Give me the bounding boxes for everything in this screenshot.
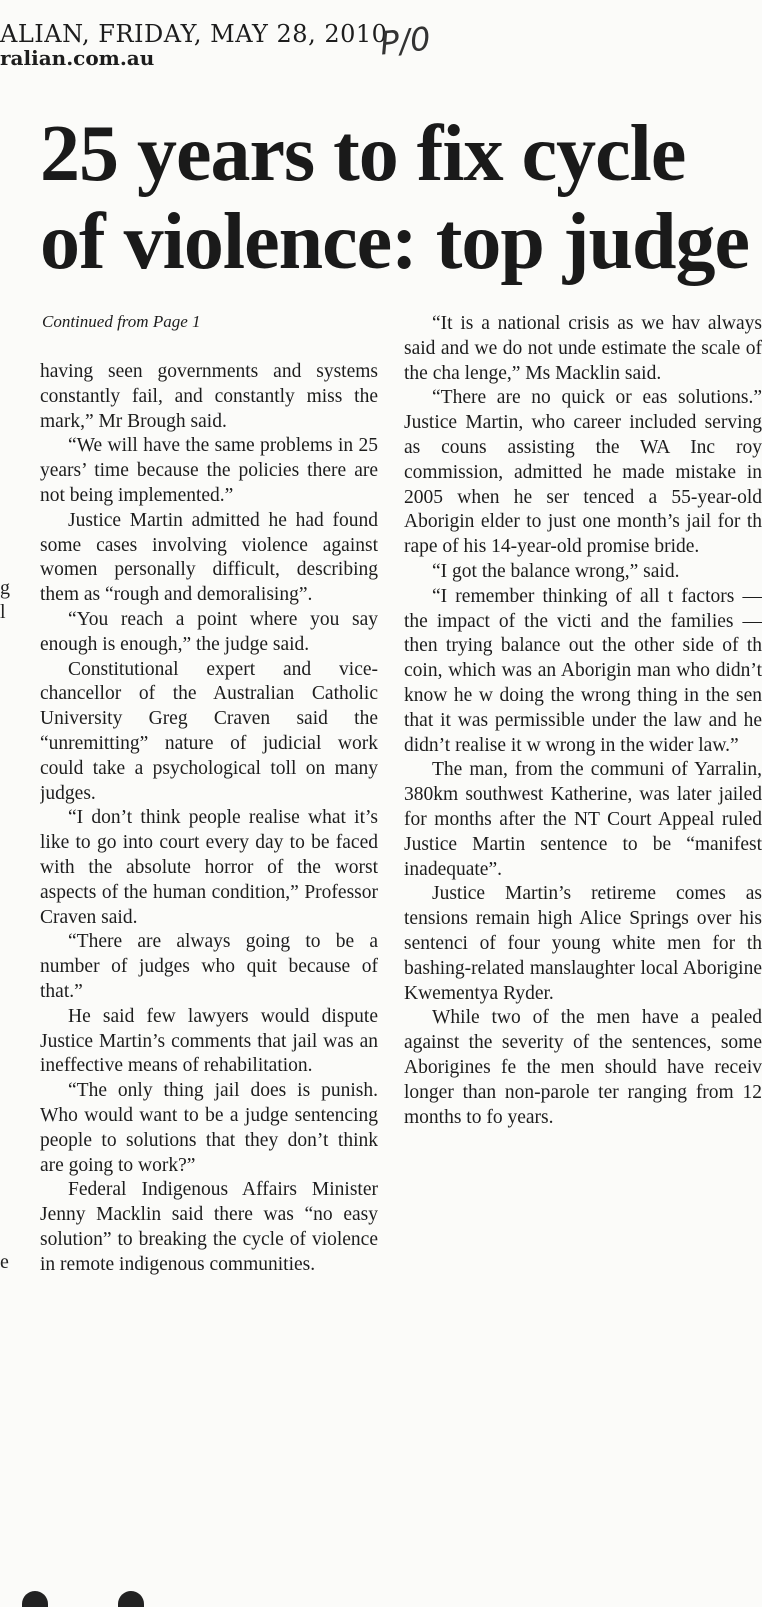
- headline-line-1: 25 years to fix cycle: [40, 110, 686, 198]
- masthead-date-line: ALIAN, FRIDAY, MAY 28, 2010: [0, 20, 388, 48]
- article-column-1: [40, 360, 378, 1555]
- paragraph: He said few lawyers would dispute Justice Martin’s comments that jail was an ineffective means of rehabilitation.: [40, 1005, 378, 1077]
- paragraph: “I don’t think people realise what it’s like to go into court every day to be faced with the absolute horror of the worst aspects of the human condition,” Professor Craven said.: [40, 807, 378, 928]
- paragraph: The man, from the communi of Yarralin, 380km southwest Katherine, was later jailed for months after the NT Court Appeal ruled Justice Martin sentence to be “manifest inadequate”.: [404, 759, 762, 880]
- paragraph: “There are always going to be a number of judges who quit because of that.”: [40, 931, 378, 1002]
- masthead-website: ralian.com.au: [0, 46, 155, 70]
- margin-fragment: g: [0, 577, 10, 599]
- left-margin-fragments: [0, 560, 16, 1273]
- paragraph: having seen governments and systems constantly fail, and constantly miss the mark,” Mr Brough said.: [40, 361, 378, 432]
- continued-from-note: Continued from Page 1: [42, 312, 201, 331]
- paragraph: “It is a national crisis as we hav always said and we do not unde estimate the scale of the cha lenge,” Ms Macklin said.: [404, 313, 762, 384]
- paragraph: “I remember thinking of all t factors — the impact of the victi and the families — then trying balance out the other side of th coin, which was an Aborigin man who didn’t know he w doing the wrong thing in the sen that it was permissible under the law and he didn’t realise it w wrong in the wider law.”: [404, 585, 762, 756]
- margin-fragment: e: [0, 1251, 9, 1273]
- paragraph: While two of the men have a pealed against the severity of the sentences, some Aborigines fe the men should have receiv longer than non-parole ter ranging from 12 months to fo years.: [404, 1007, 762, 1128]
- paragraph: Justice Martin admitted he had found some cases involving violence against women personally difficult, describing them as “rough and demoralising”.: [40, 509, 378, 606]
- scan-artifact: [22, 1591, 48, 1607]
- handwritten-page-note: P/0: [378, 19, 433, 63]
- paragraph: “I got the balance wrong,” said.: [432, 560, 680, 582]
- masthead: [0, 20, 420, 70]
- paragraph: Constitutional expert and vice-chancellor of the Australian Catholic University Greg Craven said the “unremitting” nature of judicial work could take a psychological toll on many judges.: [40, 658, 378, 804]
- paragraph: “You reach a point where you say enough is enough,” the judge said.: [40, 608, 378, 655]
- margin-fragment: l: [0, 601, 6, 623]
- headline-line-2: of violence: top judge: [40, 198, 750, 286]
- paragraph: “There are no quick or eas solutions.” Justice Martin, who career included serving as couns assisting the WA Inc roy commission, admitted he made mistake in 2005 when he ser tenced a 55-year-old Aborigin elder to just one month’s jail for th rape of his 14-year-old promise bride.: [404, 387, 762, 558]
- headline: [40, 110, 762, 286]
- paragraph: “The only thing jail does is punish. Who would want to be a judge sentencing people to solutions that they don’t think are going to work?”: [40, 1080, 378, 1176]
- scan-artifact: [118, 1591, 144, 1607]
- paragraph: Federal Indigenous Affairs Minister Jenny Macklin said there was “no easy solution” to breaking the cycle of violence in remote indigenous communities.: [40, 1179, 378, 1275]
- paragraph: “We will have the same problems in 25 years’ time because the policies there are not being implemented.”: [40, 435, 378, 506]
- article-column-2: [404, 312, 762, 1552]
- paragraph: Justice Martin’s retireme comes as tensions remain high Alice Springs over his sentenci of four young white men for th bashing-related manslaughter local Aborigine Kwementya Ryder.: [404, 883, 762, 1004]
